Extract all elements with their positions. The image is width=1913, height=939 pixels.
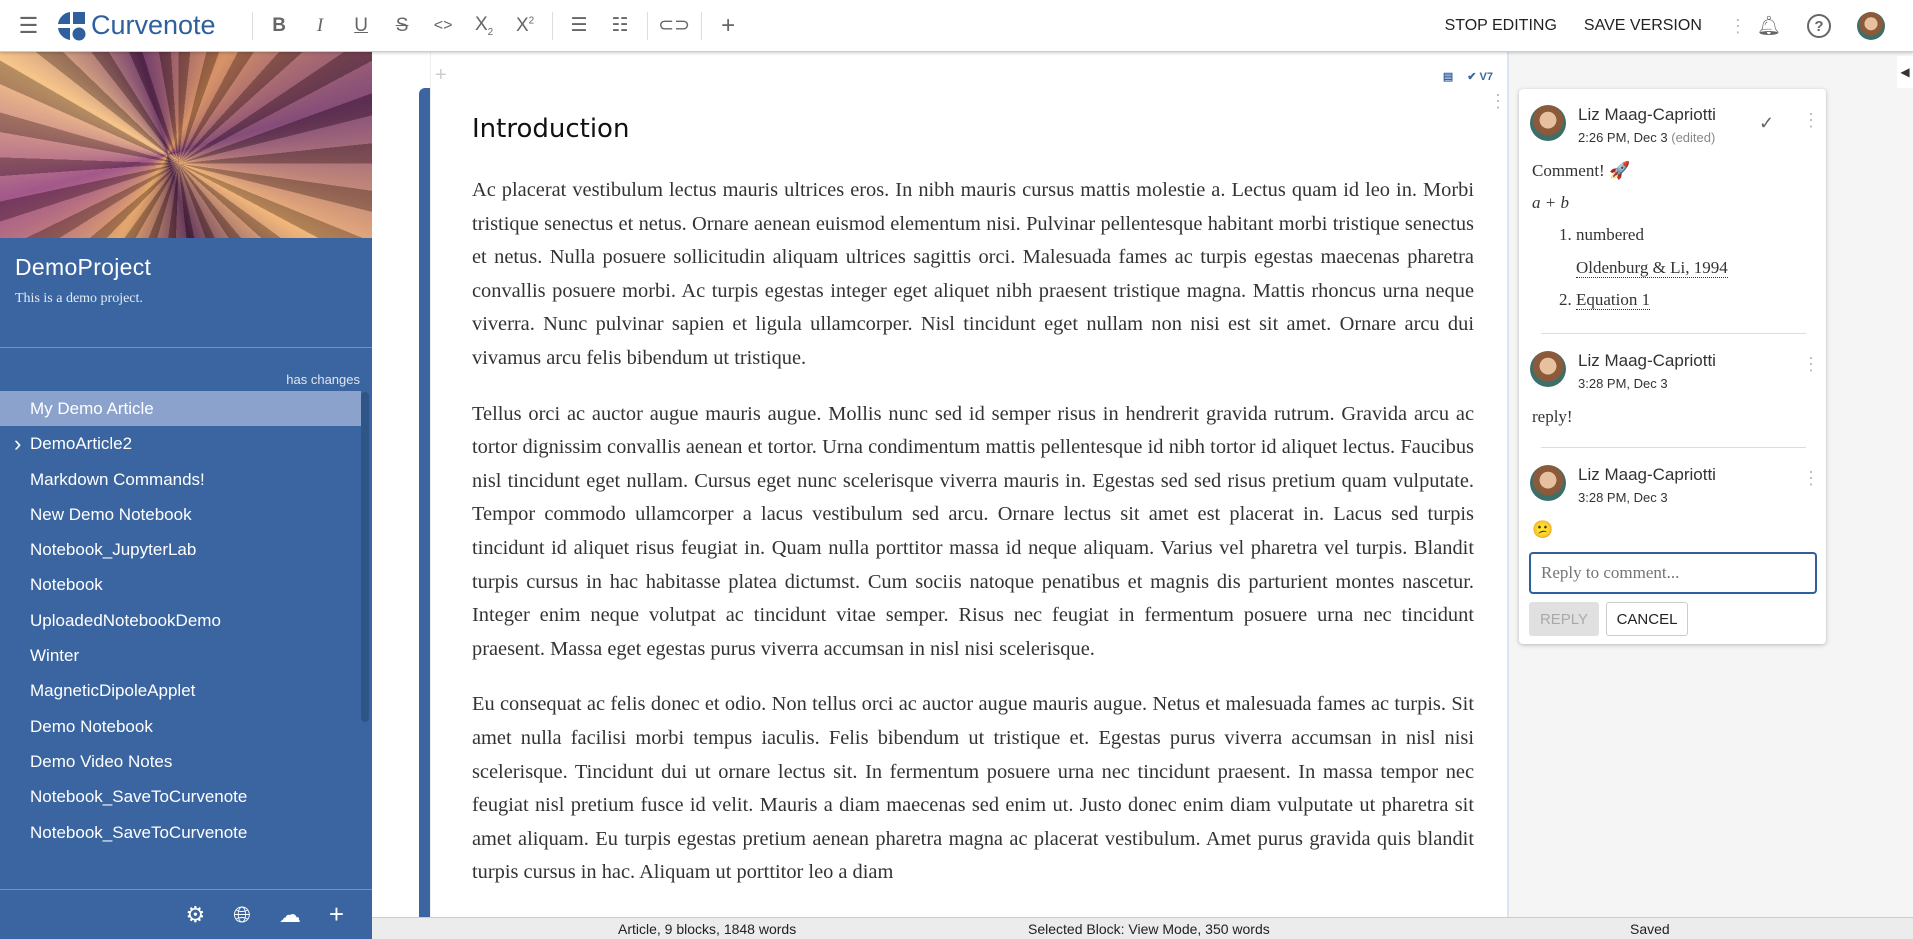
- comment-time: 3:28 PM, Dec 3: [1578, 490, 1668, 505]
- menu-icon[interactable]: ☰: [18, 12, 39, 38]
- sidebar-item[interactable]: [0, 709, 361, 744]
- sidebar-item[interactable]: [0, 426, 361, 461]
- divider: [647, 12, 648, 40]
- italic-icon[interactable]: I: [316, 14, 324, 36]
- divider: [252, 12, 253, 40]
- comment-text: 😕: [1532, 520, 1554, 539]
- has-changes-label: has changes: [286, 372, 360, 387]
- comment-menu-icon[interactable]: ⋮: [1802, 468, 1820, 488]
- block-meta: [1443, 70, 1493, 83]
- globe-icon[interactable]: 🌐︎: [233, 901, 251, 927]
- sidebar-item[interactable]: [0, 638, 361, 673]
- sidebar-item[interactable]: [0, 815, 361, 850]
- code-icon[interactable]: <>: [433, 16, 453, 34]
- comment-thread: [1519, 89, 1826, 644]
- project-description: This is a demo project.: [15, 291, 143, 306]
- reply-input[interactable]: [1529, 552, 1817, 594]
- sidebar-item[interactable]: [0, 603, 361, 638]
- version-badge[interactable]: ✔ V7: [1467, 71, 1493, 83]
- sidebar-item[interactable]: [0, 567, 361, 602]
- sidebar-item[interactable]: [0, 462, 361, 497]
- comment-icon[interactable]: ▤: [1442, 71, 1454, 83]
- sidebar-item-label: UploadedNotebookDemo: [30, 610, 221, 630]
- comment-author: Liz Maag-Capriotti: [1578, 465, 1716, 484]
- selected-block-stats: Selected Block: View Mode, 350 words: [1028, 921, 1270, 937]
- resolve-check-icon[interactable]: ✓: [1759, 113, 1775, 133]
- comment-header: [1530, 105, 1716, 145]
- sidebar-item-label: Demo Notebook: [30, 716, 153, 736]
- comment-text: reply!: [1532, 407, 1573, 426]
- comment-text: Comment! 🚀: [1532, 161, 1631, 180]
- sidebar-item[interactable]: [0, 532, 361, 567]
- sidebar-item-label: Notebook_SaveToCurvenote: [30, 787, 248, 807]
- article-body: [472, 174, 1474, 912]
- bold-icon[interactable]: B: [272, 14, 286, 36]
- settings-gear-icon[interactable]: ⚙: [185, 901, 206, 927]
- comment-time: 2:26 PM, Dec 3: [1578, 130, 1668, 145]
- cloud-upload-icon[interactable]: ☁: [278, 901, 301, 927]
- divider: [1541, 447, 1806, 448]
- selected-block-indicator: [419, 88, 430, 917]
- divider: [701, 12, 702, 40]
- article-page: [430, 52, 1509, 917]
- sidebar-item-label: Notebook: [30, 575, 103, 595]
- article-list: [0, 391, 372, 850]
- curvenote-logo[interactable]: [57, 10, 216, 41]
- divider: [552, 12, 553, 40]
- plus-icon[interactable]: +: [721, 11, 736, 39]
- add-block-icon[interactable]: +: [435, 64, 447, 86]
- version-label: V7: [1479, 71, 1493, 83]
- commenter-avatar: [1530, 465, 1566, 501]
- project-sidebar: [0, 52, 372, 939]
- sidebar-item-label: Markdown Commands!: [30, 469, 205, 489]
- commenter-avatar: [1530, 351, 1566, 387]
- sidebar-item-label: DemoArticle2: [30, 434, 133, 454]
- list-item-text: numbered: [1576, 225, 1644, 244]
- equation-reference-link[interactable]: Equation 1: [1576, 290, 1651, 309]
- sidebar-item-label: Winter: [30, 646, 80, 666]
- subscript-icon[interactable]: $X_2$: [474, 13, 494, 38]
- more-options-icon[interactable]: ⋮: [1728, 16, 1747, 36]
- article-stats: Article, 9 blocks, 1848 words: [618, 921, 797, 937]
- notification-bell-icon[interactable]: 🔔︎: [1756, 16, 1781, 37]
- sidebar-item-label: New Demo Notebook: [30, 504, 192, 524]
- comment-author: Liz Maag-Capriotti: [1578, 351, 1716, 370]
- sidebar-item[interactable]: [0, 779, 361, 814]
- save-version-button[interactable]: SAVE VERSION: [1583, 17, 1702, 34]
- comment-header: [1530, 465, 1716, 505]
- comment-header: [1530, 351, 1716, 391]
- add-icon[interactable]: +: [328, 899, 344, 929]
- sidebar-scrollbar[interactable]: [361, 392, 369, 722]
- comment-math: a + b: [1532, 193, 1569, 212]
- superscript-icon[interactable]: $X^2$: [515, 14, 535, 36]
- cancel-button[interactable]: CANCEL: [1606, 602, 1688, 636]
- divider: [1541, 333, 1806, 334]
- paragraph[interactable]: Ac placerat vestibulum lectus mauris ultrices eros. In nibh mauris cursus mattis molestie a. Lectus quam id leo in. Morbi tristique senectus et netus. Ornare aenean euismod elementum nisi. Pulvinar pellentesque habitant morbi tristique senectus et netus. Nulla posuere sollicitudin aliquam ultrices sagittis orci. Malesuada fames ac turpis egestas maecenas pharetra convallis posuere morbi. Ac turpis egestas integer eget aliquet nibh praesent tristique magna. Mattis rhoncus urna neque viverra. Nunc pulvinar sapien et ligula ullamcorper. Nisl tincidunt eget nullam non nisi est sit amet. Ornare arcu dui vivamus arcu felis bibendum ut tristique.: [472, 179, 1474, 369]
- sidebar-item[interactable]: [0, 744, 361, 779]
- citation-link[interactable]: Oldenburg & Li, 1994: [1576, 258, 1728, 277]
- top-toolbar: [0, 0, 1913, 52]
- project-title: DemoProject: [15, 254, 152, 280]
- bullet-list-icon[interactable]: ☰: [570, 15, 588, 36]
- comment-list-item: 1. numbered: [1559, 225, 1644, 244]
- comment-time: 3:28 PM, Dec 3: [1578, 376, 1668, 391]
- numbered-list-icon[interactable]: ☷: [611, 15, 629, 36]
- comment-list-item: 2. Equation 1: [1559, 290, 1651, 309]
- comment-author: Liz Maag-Capriotti: [1578, 105, 1716, 124]
- stop-editing-button[interactable]: STOP EDITING: [1444, 17, 1557, 34]
- commenter-avatar: [1530, 105, 1566, 141]
- project-cover-image: [0, 52, 372, 238]
- sidebar-footer: [0, 889, 372, 939]
- sidebar-item-label: My Demo Article: [30, 399, 154, 418]
- block-menu-icon[interactable]: ⋮: [1489, 91, 1507, 111]
- sidebar-item[interactable]: [0, 497, 361, 532]
- user-avatar[interactable]: [1857, 12, 1885, 40]
- brand-name: Curvenote: [91, 10, 216, 40]
- curvenote-logo-icon: [57, 11, 87, 41]
- divider: [0, 347, 372, 348]
- article-heading: Introduction: [472, 114, 630, 144]
- chevron-right-icon[interactable]: ›: [14, 431, 22, 457]
- paragraph[interactable]: Eu consequat ac felis donec et odio. Non tellus orci ac auctor augue mauris augue. Netus et malesuada fames ac turpis. Sit amet nulla facilisi morbi tempus iaculis. Felis bibendum ut tristique et. Egestas purus viverra accumsan in nisl nisi scelerisque. Tincidunt dui ut ornare lectus sit. In fermentum posuere urna nec tincidunt praesent. In massa tempor nec feugiat nisl pretium fusce id velit. Mauris a diam maecenas sed enim ut. Justo donec enim diam vulputate ut pharetra sit amet aliquam. Eu turpis egestas pretium aenean pharetra magna ac placerat vestibulum. Amet purus gravida quis blandit turpis cursus in hac. Aliquam ut porttitor leo a diam: [472, 693, 1474, 884]
- status-bar: [372, 917, 1913, 939]
- link-icon[interactable]: ⊂⊃: [658, 15, 690, 36]
- strikethrough-icon[interactable]: S: [395, 14, 409, 36]
- sidebar-item-label: Notebook_JupyterLab: [30, 540, 197, 560]
- sidebar-item[interactable]: [0, 391, 361, 426]
- edited-label: (edited): [1671, 130, 1716, 145]
- sidebar-item[interactable]: [0, 673, 361, 708]
- comments-panel: [1511, 52, 1897, 917]
- reply-button[interactable]: REPLY: [1529, 602, 1599, 636]
- help-icon[interactable]: ?: [1807, 14, 1831, 38]
- paragraph[interactable]: Tellus orci ac auctor augue mauris augue. Mollis nunc sed id semper risus in hendrerit gravida rutrum. Gravida arcu ac tortor dignissim convallis aenean et tortor. Urna condimentum mattis pellentesque id nibh tortor id aliquet lectus. Faucibus nisl tincidunt eget nullam. Cursus eget nunc scelerisque viverra mauris in. Egestas sed sed risus pretium quam vulputate. Tempor commodo ullamcorper a lacus vestibulum sed arcu. Ornare lectus sit amet est placerat in. Lacus sed turpis tincidunt id aliquet risus feugiat in. Quam nulla porttitor massa id neque aliquam. Varius vel pharetra vel turpis. Blandit turpis cursus in hac habitasse platea dictumst. Cum sociis natoque penatibus et magnis dis parturient montes nascetur. Integer enim neque volutpat ac tincidunt vitae semper. Risus nec feugiat in fermentum posuere urna nec tincidunt praesent. Massa eget egestas purus viverra accumsan in nisl nisi scelerisque.: [472, 402, 1474, 660]
- collapse-panel-button[interactable]: ◀: [1897, 56, 1913, 88]
- sidebar-item-label: Demo Video Notes: [30, 751, 173, 771]
- sidebar-item-label: MagneticDipoleApplet: [30, 681, 196, 701]
- comment-menu-icon[interactable]: ⋮: [1802, 354, 1820, 374]
- comment-menu-icon[interactable]: ⋮: [1802, 110, 1820, 130]
- sidebar-item-label: Notebook_SaveToCurvenote: [30, 822, 248, 842]
- save-status: Saved: [1630, 921, 1670, 937]
- underline-icon[interactable]: U: [354, 14, 368, 36]
